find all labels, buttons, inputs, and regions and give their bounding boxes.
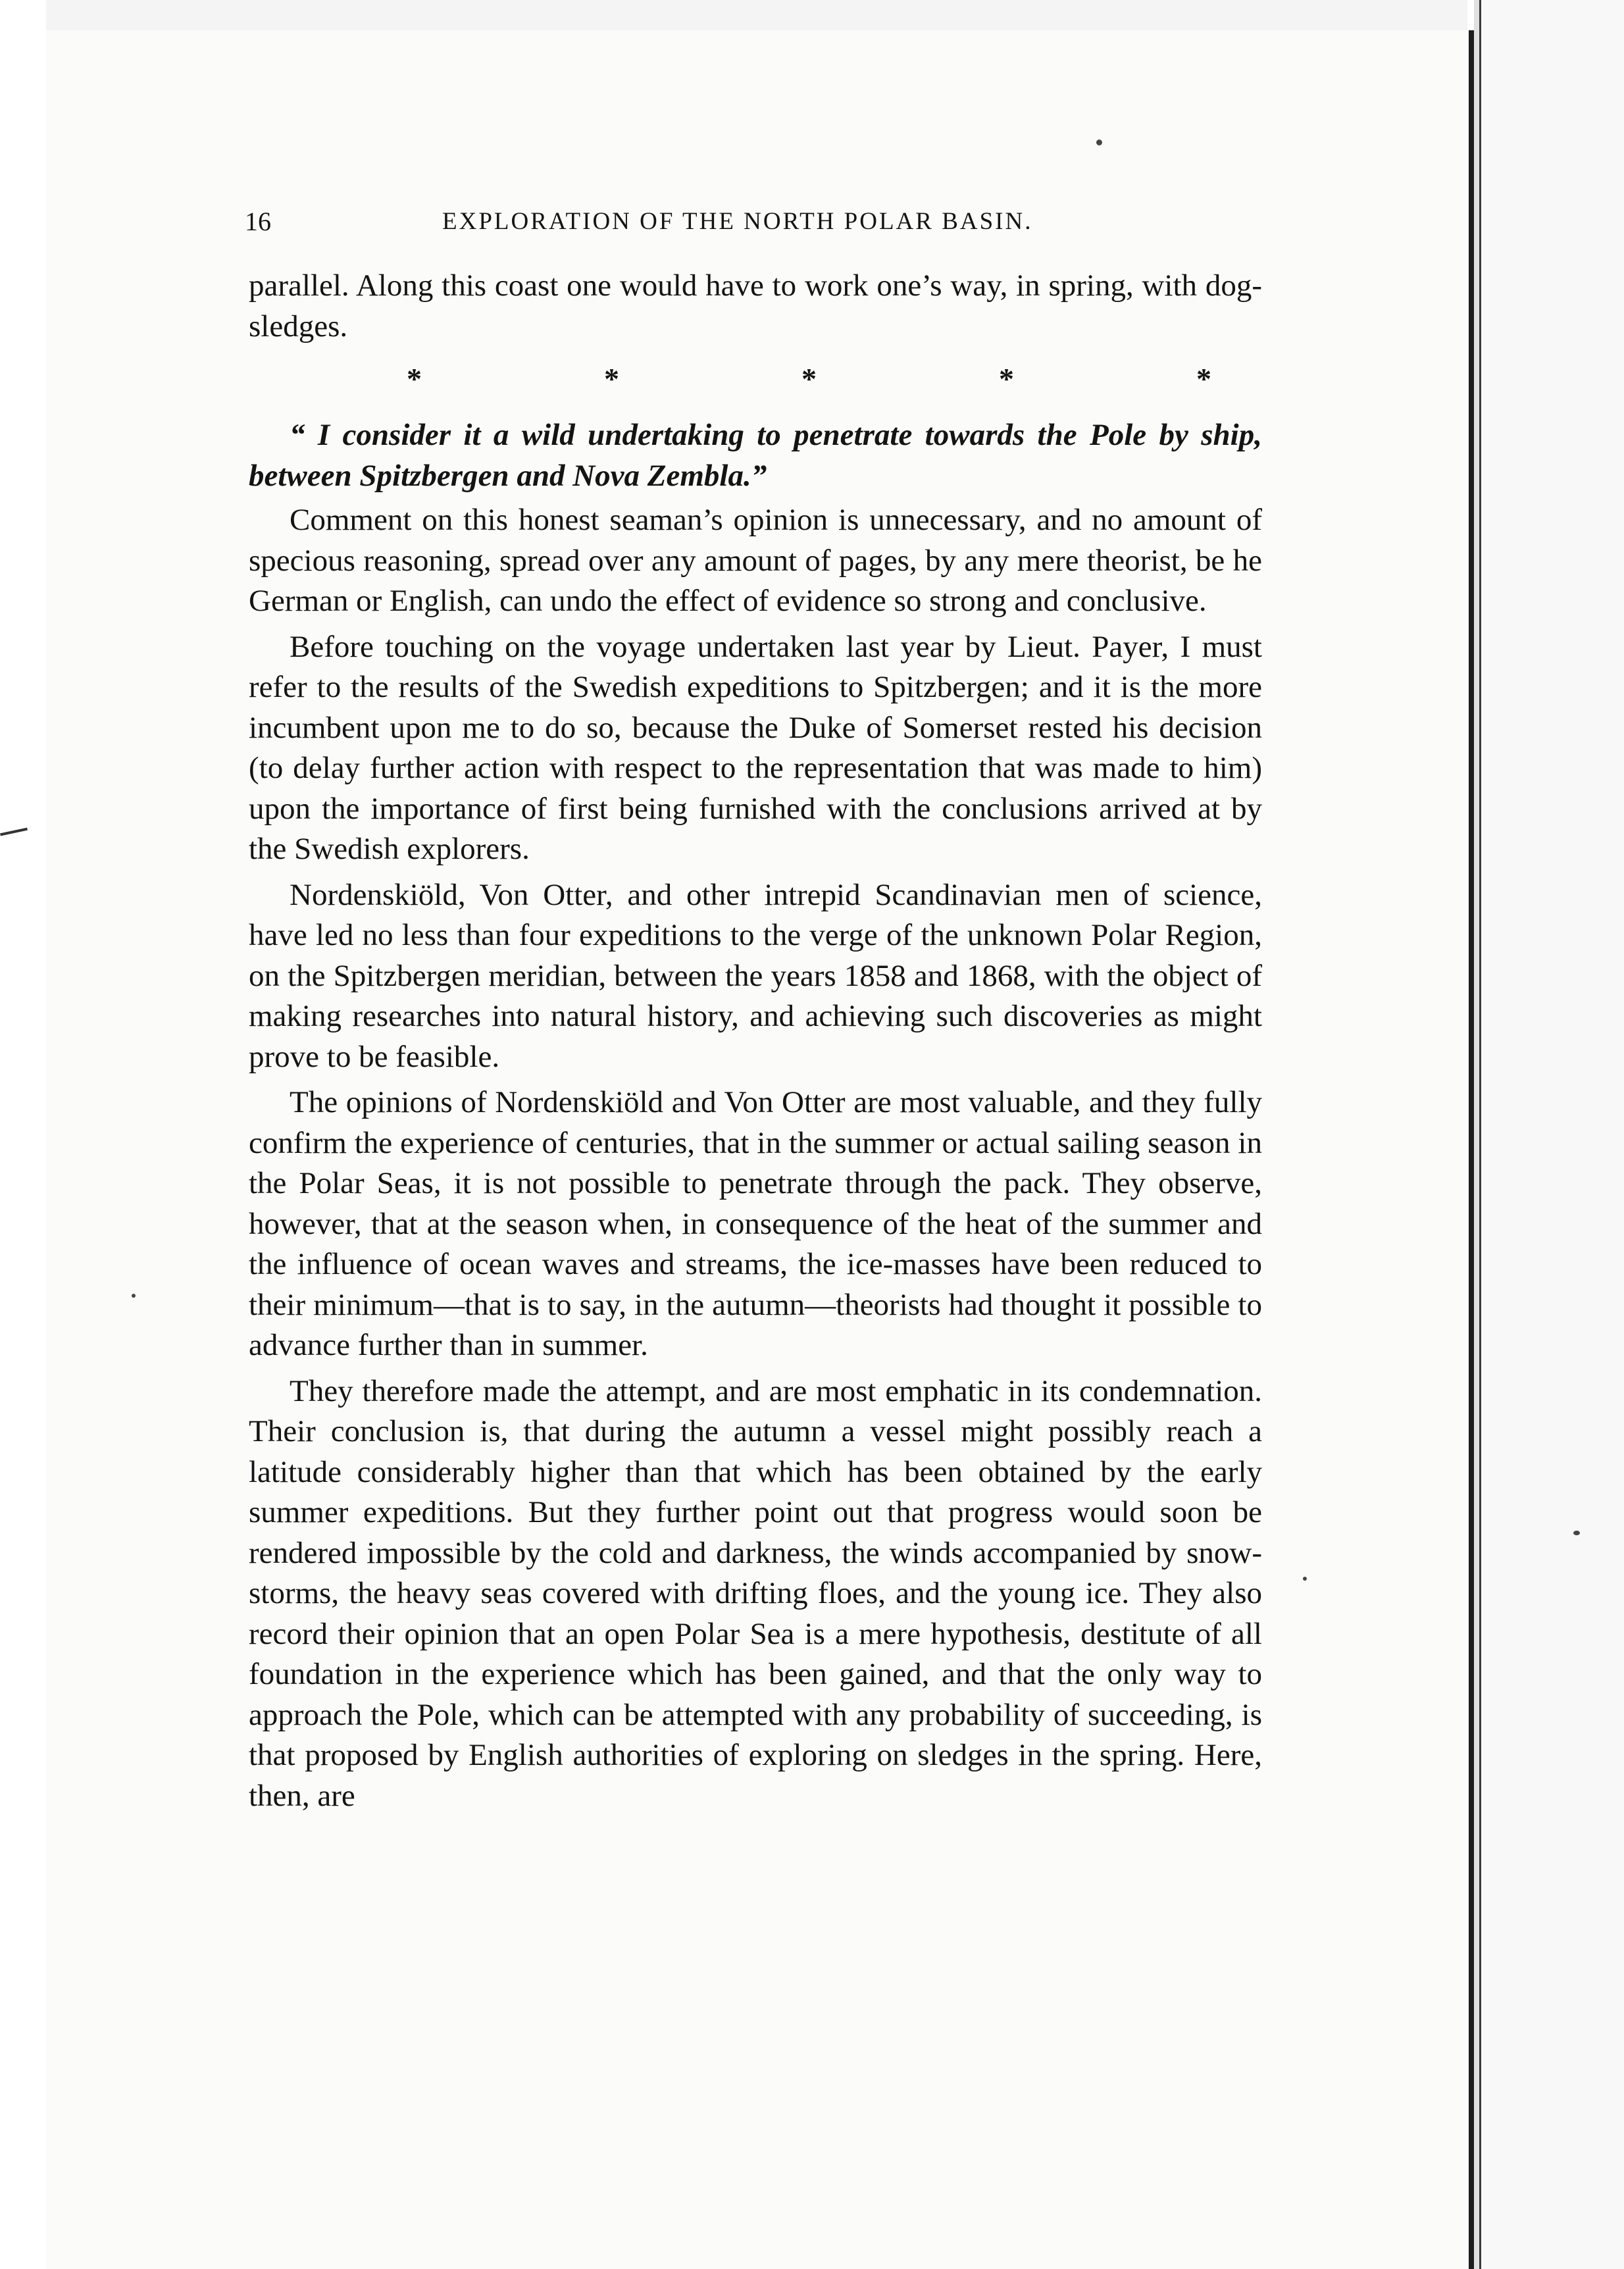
asterisk: * — [407, 362, 422, 395]
body-text — [249, 266, 1262, 1816]
asterisk: * — [999, 362, 1014, 395]
page-number: 16 — [245, 207, 271, 236]
paragraph: Comment on this honest seaman’s opinion is unnecessary, and no amount of specious reasoning, spread over any amount of pages, by any mere theorist, be he German or English, can undo the effect of evidence so strong and conclusive. — [249, 503, 1262, 618]
scan-top-edge — [46, 0, 1467, 33]
ink-speck — [132, 1294, 136, 1298]
paragraph: The opinions of Nordenskiöld and Von Otter are most valuable, and they fully confirm the experience of centuries, that in the summer or actual sailing season in the Polar Seas, it is not possible to penetrate through the pack. They observe, however, that at the season when, in consequence of the heat of the summer and the influence of ocean waves and streams, the ice-masses have been reduced to their minimum—that is to say, in the autumn—theorists had thought it possible to advance further than in summer. — [249, 1085, 1262, 1362]
ink-speck — [1096, 140, 1102, 145]
asterisk: * — [604, 362, 619, 395]
asterisk: * — [801, 362, 817, 395]
paragraph: Before touching on the voyage undertaken last year by Lieut. Payer, I must refer to the results of the Swedish expeditions to Spitzbergen; and it is the more incumbent upon me to do so, because the Duke of Somerset rested his decision (to delay further action with respect to the representation that was made to him) upon the importance of first being furnished with the conclusions arrived at by the Swedish explorers. — [249, 629, 1262, 866]
block-quote: “ I consider it a wild undertaking to penetrate towards the Pole by ship, between Spitzbergen and Nova Zembla.” — [249, 418, 1262, 493]
paragraph: They therefore made the attempt, and are most emphatic in its condemnation. Their conclusion is, that during the autumn a vessel might possibly reach a latitude considerably higher than that which has been obtained by the early summer expeditions. But they further point out that progress would soon be rendered impossible by the cold and darkness, the winds accompanied by snow-storms, the heavy seas covered with drifting floes, and the young ice. They also record their opinion that an open Polar Sea is a mere hypothesis, destitute of all foundation in the experience which has been gained, and that the only way to approach the Pole, which can be attempted with any probability of succeeding, is that proposed by English authorities of exploring on sledges in the spring. Here, then, are — [249, 1373, 1262, 1813]
paragraph: Nordenskiöld, Von Otter, and other intrepid Scandinavian men of science, have led no less than four expeditions to the verge of the unknown Polar Region, on the Spitzbergen meridian, between the years 1858 and 1868, with the object of making researches into natural history, and achieving such discoveries as might prove to be feasible. — [249, 877, 1262, 1074]
page-gutter — [1474, 0, 1479, 2269]
scan-margin — [0, 0, 46, 2269]
ink-speck — [1303, 1577, 1307, 1581]
running-head — [245, 205, 1284, 238]
facing-page-edge — [1479, 0, 1624, 2269]
running-head-title: EXPLORATION OF THE NORTH POLAR BASIN. — [442, 208, 1033, 235]
asterisk: * — [1196, 362, 1211, 395]
section-break — [249, 359, 1262, 399]
ink-speck — [1573, 1531, 1580, 1535]
paragraph-continuation: parallel. Along this coast one would have to work one’s way, in spring, with dog-sledges. — [249, 268, 1262, 344]
